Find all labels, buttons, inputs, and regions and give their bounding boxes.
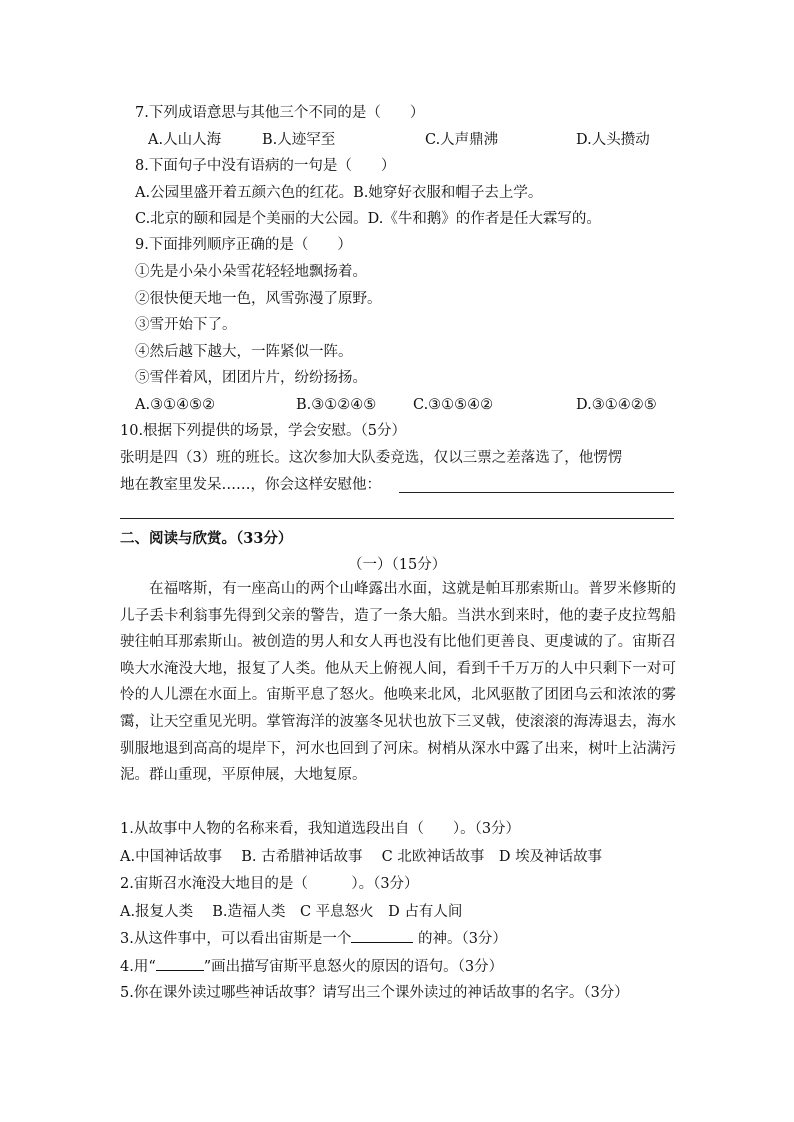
reading-q4-underline-sample bbox=[156, 956, 204, 971]
q9-option-b: B.③①②④⑤ bbox=[296, 397, 377, 413]
q9-option-c: C.③①⑤④② bbox=[413, 397, 494, 413]
q9-item-3: ③雪开始下了。 bbox=[135, 317, 237, 333]
reading-q3-blank[interactable] bbox=[351, 928, 413, 943]
passage-heading: （一）（15分） bbox=[348, 557, 447, 573]
q7-option-c: C.人声鼎沸 bbox=[425, 132, 499, 148]
q9-item-4: ④然后越下越大，一阵紧似一阵。 bbox=[135, 344, 353, 360]
reading-q3-text-after: 的神。（3分） bbox=[413, 931, 507, 947]
reading-q2-options: A.报复人类 B.造福人类 C 平息怒火 D 占有人间 bbox=[120, 904, 463, 920]
q8-options-line-1: A.公园里盛开着五颜六色的红花。B.她穿好衣服和帽子去上学。 bbox=[135, 185, 543, 201]
q10-answer-line[interactable] bbox=[399, 492, 674, 493]
reading-q3 bbox=[120, 928, 507, 949]
q7-option-d: D.人头攒动 bbox=[576, 132, 650, 148]
q10-scene-line-2: 地在教室里发呆……，你会这样安慰他： bbox=[120, 477, 381, 493]
q7-option-b: B.人迹罕至 bbox=[262, 132, 336, 148]
reading-q4 bbox=[120, 956, 503, 977]
q9-item-1: ①先是小朵小朵雪花轻轻地飘扬着。 bbox=[135, 264, 367, 280]
q9-item-2: ②很快便天地一色，风雪弥漫了原野。 bbox=[135, 291, 382, 307]
reading-q5-stem: 5.你在课外读过哪些神话故事？请写出三个课外读过的神话故事的名字。（3分） bbox=[120, 985, 629, 1001]
reading-q4-text-before: 4.用“ bbox=[120, 959, 156, 975]
q7-stem: 7.下列成语意思与其他三个不同的是（ ） bbox=[135, 105, 425, 121]
q10-stem: 10.根据下列提供的场景，学会安慰。（5分） bbox=[120, 423, 407, 439]
reading-q3-text-before: 3.从这件事中，可以看出宙斯是一个 bbox=[120, 931, 352, 947]
q10-scene-line-1: 张明是四（3）班的班长。这次参加大队委竞选，仅以三票之差落选了，他愣愣 bbox=[120, 450, 623, 466]
reading-q2-stem: 2.宙斯召水淹没大地目的是（ ）。（3分） bbox=[120, 876, 419, 892]
q8-stem: 8.下面句子中没有语病的一句是（ ） bbox=[135, 158, 396, 174]
q8-options-line-2: C.北京的颐和园是个美丽的大公园。D.《牛和鹅》的作者是任大霖写的。 bbox=[135, 211, 601, 227]
reading-q1-stem: 1.从故事中人物的名称来看，我知道选段出自（ ）。（3分） bbox=[120, 821, 521, 837]
q9-stem: 9.下面排列顺序正确的是（ ） bbox=[135, 237, 352, 253]
section2-heading: 二、阅读与欣赏。（33分） bbox=[120, 530, 293, 547]
q9-option-a: A.③①④⑤② bbox=[135, 397, 216, 413]
passage-text: 在福喀斯，有一座高山的两个山峰露出水面，这就是帕耳那索斯山。普罗米修斯的儿子丢卡利翁事先得到父亲的警告，造了一条大船。当洪水到来时，他的妻子皮拉驾船驶往帕耳那索斯山。被创造的男人和女人再也没有比他们更善良、更虔诚的了。宙斯召唤大水淹没大地，报复了人类。他从天上俯视人间，看到千千万万的人中只剩下一对可怜的人儿漂在水面上。宙斯平息了怒火。他唤来北风，北风驱散了团团乌云和浓浓的雾霭，让天空重见光明。掌管海洋的波塞冬见状也放下三叉戟，使滚滚的海涛退去，海水驯服地退到高高的堤岸下，河水也回到了河床。树梢从深水中露了出来，树叶上沾满污泥。群山重现，平原伸展，大地复原。 bbox=[120, 581, 676, 784]
q7-option-a: A.人山人海 bbox=[148, 132, 222, 148]
q9-option-d: D.③①④②⑤ bbox=[576, 397, 657, 413]
reading-q4-text-after: ”画出描写宙斯平息怒火的原因的语句。（3分） bbox=[203, 959, 504, 975]
reading-q1-options: A.中国神话故事 B. 古希腊神话故事 C 北欧神话故事 D 埃及神话故事 bbox=[120, 849, 603, 865]
q10-answer-line-2[interactable] bbox=[120, 518, 674, 519]
q9-item-5: ⑤雪伴着风，团团片片，纷纷扬扬。 bbox=[135, 370, 367, 386]
